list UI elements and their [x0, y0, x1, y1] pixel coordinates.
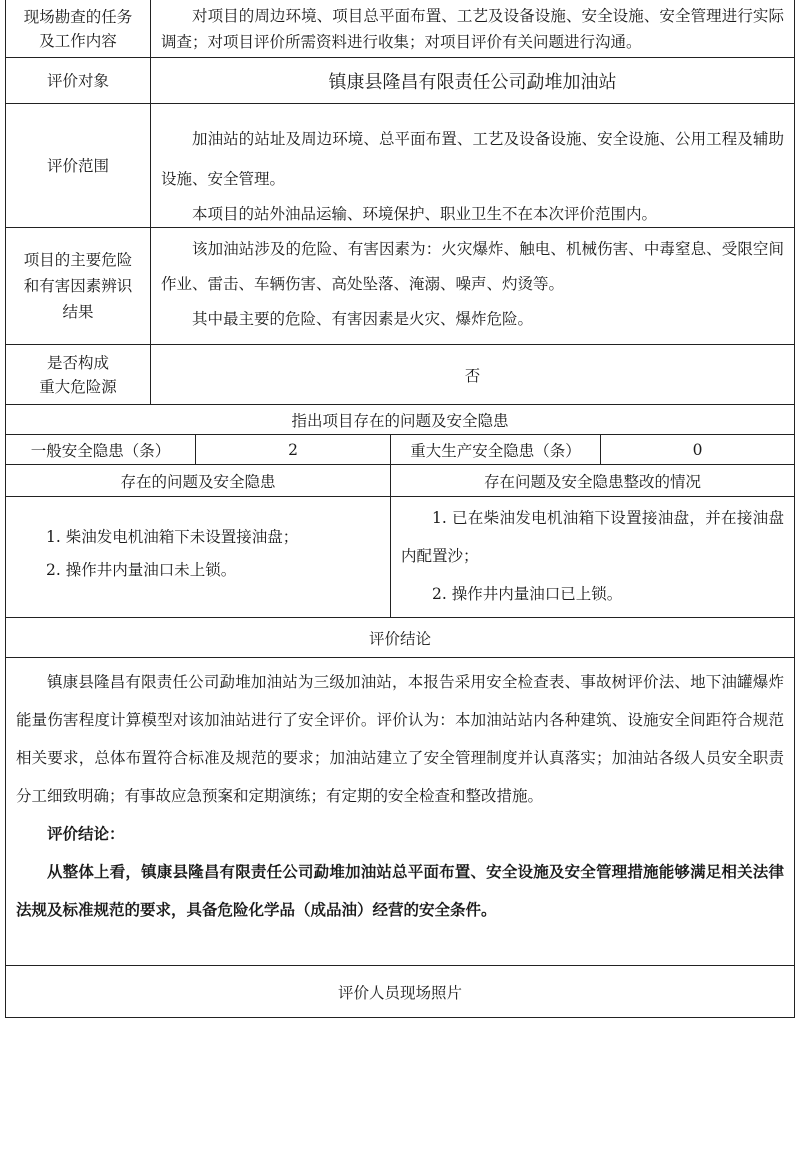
- scope-label: 评价范围: [6, 104, 151, 227]
- hazards-label: [6, 228, 151, 344]
- hazards-para2: 其中最主要的危险、有害因素是火灾、爆炸危险。: [192, 310, 534, 328]
- general-hazard-count-value: 2: [196, 435, 391, 464]
- hazards-para1: 该加油站涉及的危险、有害因素为：火灾爆炸、触电、机械伤害、中毒窒息、受限空间作业、雷击、车辆伤害、高处坠落、淹溺、噪声、灼烫等。: [161, 240, 784, 293]
- major-hazard-count-label: 重大生产安全隐患（条）: [391, 435, 601, 464]
- fix-item-2: 2. 操作井内量油口已上锁。: [432, 585, 623, 603]
- counts-row: [6, 435, 794, 465]
- task-row: [6, 0, 794, 58]
- scope-para1: 加油站的站址及周边环境、总平面布置、工艺及设备设施、安全设施、公用工程及辅助设施、安全管理。: [161, 130, 784, 188]
- hazards-label-line1: 项目的主要危险: [23, 251, 133, 269]
- scope-para2: 本项目的站外油品运输、环境保护、职业卫生不在本次评价范围内。: [192, 205, 658, 223]
- conclusion-para2: 从整体上看，镇康县隆昌有限责任公司勐堆加油站总平面布置、安全设施及安全管理措施能够满足相关法律法规及标准规范的要求，具备危险化学品（成品油）经营的安全条件。: [16, 862, 784, 919]
- major-hazard-label-line2: 重大危险源: [39, 377, 117, 396]
- object-row: [6, 58, 794, 104]
- task-text: 对项目的周边环境、项目总平面布置、工艺及设备设施、安全设施、安全管理进行实际调查；对项目评价所需资料进行收集；对项目评价有关问题进行沟通。: [161, 7, 784, 51]
- object-label: 评价对象: [6, 58, 151, 103]
- major-hazard-value: 否: [464, 366, 481, 385]
- task-label-line1: 现场勘查的任务: [23, 7, 133, 26]
- hazards-label-line3: 结果: [62, 303, 94, 321]
- conclusion-row: [6, 658, 794, 966]
- object-text: 镇康县隆昌有限责任公司勐堆加油站: [328, 71, 617, 93]
- hazards-label-line2: 和有害因素辨识: [23, 277, 133, 295]
- task-label: [6, 0, 151, 57]
- conclusion-para1: 镇康县隆昌有限责任公司勐堆加油站为三级加油站，本报告采用安全检查表、事故树评价法、地下油罐爆炸能量伤害程度计算模型对该加油站进行了安全评价。评价认为：本加油站站内各种建筑、设施安全间距符合规范相关要求，总体布置符合标准及规范的要求；加油站建立了安全管理制度并认真落实；加油站各级人员安全职责分工细致明确；有事故应急预案和定期演练；有定期的安全检查和整改措施。: [16, 673, 784, 805]
- major-hazard-label-line1: 是否构成: [46, 353, 109, 372]
- photos-header: 评价人员现场照片: [337, 983, 462, 1002]
- issue-item-2: 2. 操作井内量油口未上锁。: [46, 561, 237, 579]
- major-hazard-label: [6, 345, 151, 404]
- major-hazard-count-value: 0: [692, 440, 703, 459]
- scope-row: [6, 104, 794, 228]
- evaluation-table: [5, 0, 795, 1018]
- conclusion-subhead: 评价结论：: [47, 824, 125, 843]
- conclusion-header: 评价结论: [6, 618, 794, 658]
- task-label-line2: 及工作内容: [39, 31, 117, 50]
- general-hazard-count-label: 一般安全隐患（条）: [6, 435, 196, 464]
- issue-item-1: 1. 柴油发电机油箱下未设置接油盘；: [46, 528, 299, 546]
- fix-item-1: 1. 已在柴油发电机油箱下设置接油盘，并在接油盘内配置沙；: [401, 509, 784, 565]
- major-hazard-row: [6, 345, 794, 405]
- issues-col-left: 存在的问题及安全隐患: [6, 465, 391, 496]
- issues-col-right: 存在问题及安全隐患整改的情况: [483, 472, 701, 491]
- issues-detail-row: [6, 497, 794, 618]
- issues-columns-row: [6, 465, 794, 497]
- issues-header: 指出项目存在的问题及安全隐患: [6, 405, 794, 435]
- hazards-row: [6, 228, 794, 345]
